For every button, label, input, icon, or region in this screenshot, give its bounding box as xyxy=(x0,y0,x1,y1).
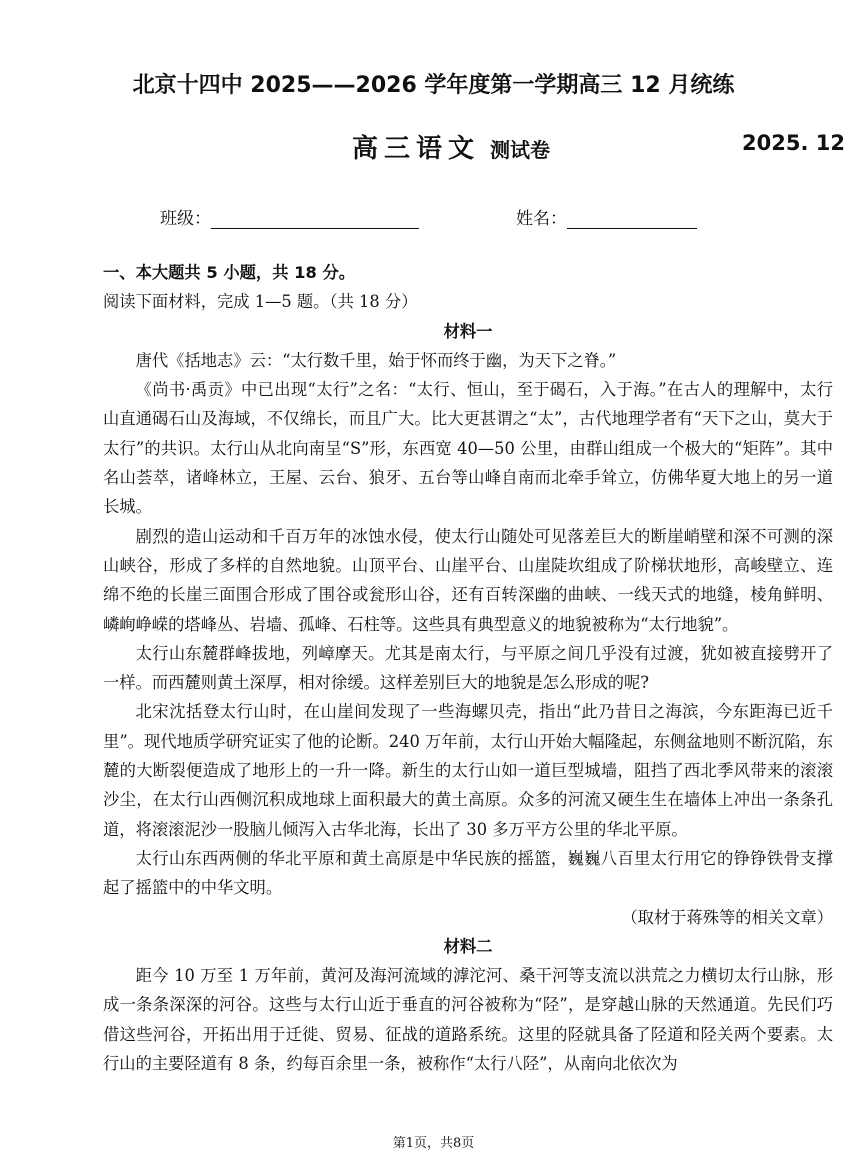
name-label: 姓名： xyxy=(516,209,567,229)
material1-paragraph: 太行山东西两侧的华北平原和黄土高原是中华民族的摇篮，巍巍八百里太行用它的铮铮铁骨支撑起了摇篮中的中华文明。 xyxy=(103,848,833,898)
material2-paragraph: 距今 10 万至 1 万年前，黄河及海河流域的滹沱河、桑干河等支流以洪荒之力横切太行山脉，形成一条条深深的河谷。这些与太行山近于垂直的河谷被称为“陉”，是穿越山脉的天然通道。先民们巧借这些河谷，开拓出用于迁徙、贸易、征战的道路系统。这里的陉就具备了陉道和陉关两个要素。太行山的主要陉道有 8 条，约每百余里一条，被称作“太行八陉”，从南向北依次为 xyxy=(103,966,833,1074)
name-field xyxy=(516,204,697,229)
class-label: 班级： xyxy=(160,209,211,229)
name-blank[interactable] xyxy=(567,208,697,229)
class-field xyxy=(160,204,419,229)
material1-paragraph: 《尚书·禹贡》中已出现“太行”之名：“太行、恒山，至于碣石，入于海。”在古人的理解中，太行山直通碣石山及海域，不仅绵长，而且广大。比大更甚谓之“太”，古代地理学者有“天下之山，莫大于太行”的共识。太行山从北向南呈“S”形，东西宽 40—50 公里，由群山组成一个极大的“矩阵”。其中名山荟萃，诸峰林立，王屋、云台、狼牙、五台等山峰自南而北牵手耸立，仿佛华夏大地上的另一道长城。 xyxy=(103,380,833,517)
material1-title: 材料一 xyxy=(443,321,493,341)
material2-title: 材料二 xyxy=(443,936,493,956)
section-heading: 一、本大题共 5 小题，共 18 分。 xyxy=(103,263,356,282)
material1-paragraph: 太行山东麓群峰拔地，列嶂摩天。尤其是南太行，与平原之间几乎没有过渡，犹如被直接劈开了一样。而西麓则黄土深厚，相对徐缓。这样差别巨大的地貌是怎么形成的呢? xyxy=(103,643,833,693)
material1-paragraph: 北宋沈括登太行山时，在山崖间发现了一些海螺贝壳，指出“此乃昔日之海滨，今东距海已近千里”。现代地质学研究证实了他的论断。240 万年前，太行山开始大幅隆起，东侧盆地则不断沉陷，东麓的大断裂便造成了地形上的一升一降。新生的太行山如一道巨型城墙，阻挡了西北季风带来的滚滚沙尘，在太行山西侧沉积成地球上面积最大的黄土高原。众多的河流又硬生生在墙体上冲出一条条孔道，将滚滚泥沙一股脑儿倾泻入古华北海，长出了 30 多万平方公里的华北平原。 xyxy=(103,702,833,839)
subject-label: 高三语文 xyxy=(352,134,481,164)
page-footer: 第1页，共8页 xyxy=(392,1136,475,1151)
exam-date: 2025. 12 xyxy=(742,131,845,155)
class-blank[interactable] xyxy=(211,208,419,229)
paper-type-label: 测试卷 xyxy=(490,138,551,162)
paper-subtitle xyxy=(352,128,550,165)
material1-source: （取材于蒋殊等的相关文章） xyxy=(621,907,833,927)
exam-title: 北京十四中 2025——2026 学年度第一学期高三 12 月统练 xyxy=(132,73,735,98)
section-instruction: 阅读下面材料，完成 1—5 题。（共 18 分） xyxy=(103,292,418,312)
exam-body xyxy=(103,258,833,1078)
material1-paragraph: 唐代《括地志》云：“太行数千里，始于怀而终于幽，为天下之脊。” xyxy=(135,350,617,370)
material1-paragraph: 剧烈的造山运动和千百万年的冰蚀水侵，使太行山随处可见落差巨大的断崖峭壁和深不可测的深山峡谷，形成了多样的自然地貌。山顶平台、山崖平台、山崖陡坎组成了阶梯状地形，高峻壁立、连绵不绝的长崖三面围合形成了围谷或瓮形山谷，还有百转深幽的曲峡、一线天式的地缝，棱角鲜明、嶙峋峥嵘的塔峰丛、岩墙、孤峰、石柱等。这些具有典型意义的地貌被称为“太行地貌”。 xyxy=(103,526,833,634)
